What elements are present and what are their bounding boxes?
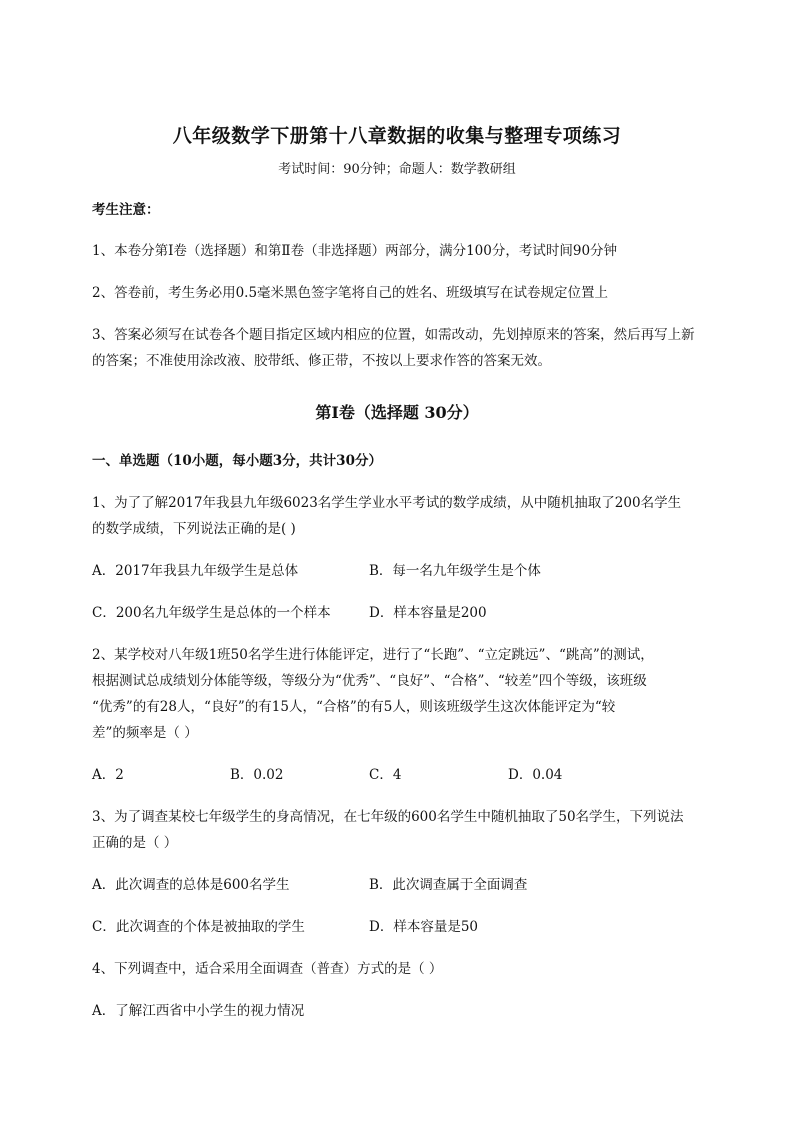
question-1-line1: 1、为了了解2017年我县九年级6023名学生学业水平考试的数学成绩，从中随机抽取了200名学生 [92, 495, 682, 511]
notice-item-3-line1: 3、答案必须写在试卷各个题目指定区域内相应的位置，如需改动，先划掉原来的答案，然后再写上新 [92, 327, 695, 343]
question-2-option-b: B．0.02 [230, 767, 284, 783]
question-2-line3: “优秀”的有28人，“良好”的有15人，“合格”的有5人，则该班级学生这次体能评定为“较 [92, 699, 616, 715]
question-2-option-a: A．2 [92, 767, 124, 783]
part-heading: 一、单选题（10小题，每小题3分，共计30分） [92, 453, 382, 469]
question-1-option-a: A．2017年我县九年级学生是总体 [92, 563, 299, 579]
question-2-line2: 根据测试总成绩划分体能等级，等级分为“优秀”、“良好”、“合格”、“较差”四个等级，该班级 [92, 673, 647, 689]
question-4-line1: 4、下列调查中，适合采用全面调查（普查）方式的是（ ） [92, 961, 443, 977]
question-1-line2: 的数学成绩，下列说法正确的是( ) [92, 521, 296, 537]
question-3-line2: 正确的是（ ） [92, 835, 178, 851]
section-title: 第I卷（选择题 30分） [315, 403, 479, 422]
notice-item-2: 2、答卷前，考生务必用0.5毫米黑色签字笔将自己的姓名、班级填写在试卷规定位置上 [92, 285, 609, 301]
question-3-line1: 3、为了调查某校七年级学生的身高情况，在七年级的600名学生中随机抽取了50名学生，下列说法 [92, 809, 684, 825]
exam-subtitle: 考试时间：90分钟；命题人：数学教研组 [278, 162, 516, 177]
question-4-option-a: A．了解江西省中小学生的视力情况 [92, 1003, 305, 1019]
notice-heading: 考生注意： [92, 202, 160, 218]
question-1-option-c: C．200名九年级学生是总体的一个样本 [92, 605, 331, 621]
question-2-line1: 2、某学校对八年级1班50名学生进行体能评定，进行了“长跑”、“立定跳远”、“跳高”的测试， [92, 647, 654, 663]
notice-item-1: 1、本卷分第I卷（选择题）和第Ⅱ卷（非选择题）两部分，满分100分，考试时间90分钟 [92, 243, 618, 259]
question-1-option-d: D．样本容量是200 [369, 605, 487, 621]
question-1-option-b: B．每一名九年级学生是个体 [369, 563, 541, 579]
notice-item-3-line2: 的答案；不准使用涂改液、胶带纸、修正带，不按以上要求作答的答案无效。 [92, 353, 551, 369]
question-3-option-d: D．样本容量是50 [369, 919, 479, 935]
question-3-option-c: C．此次调查的个体是被抽取的学生 [92, 919, 305, 935]
question-2-option-d: D．0.04 [508, 767, 563, 783]
question-2-option-c: C．4 [369, 767, 402, 783]
page-title: 八年级数学下册第十八章数据的收集与整理专项练习 [172, 125, 622, 147]
question-3-option-b: B．此次调查属于全面调查 [369, 877, 528, 893]
question-3-option-a: A．此次调查的总体是600名学生 [92, 877, 290, 893]
question-2-line4: 差”的频率是（ ） [92, 725, 198, 741]
